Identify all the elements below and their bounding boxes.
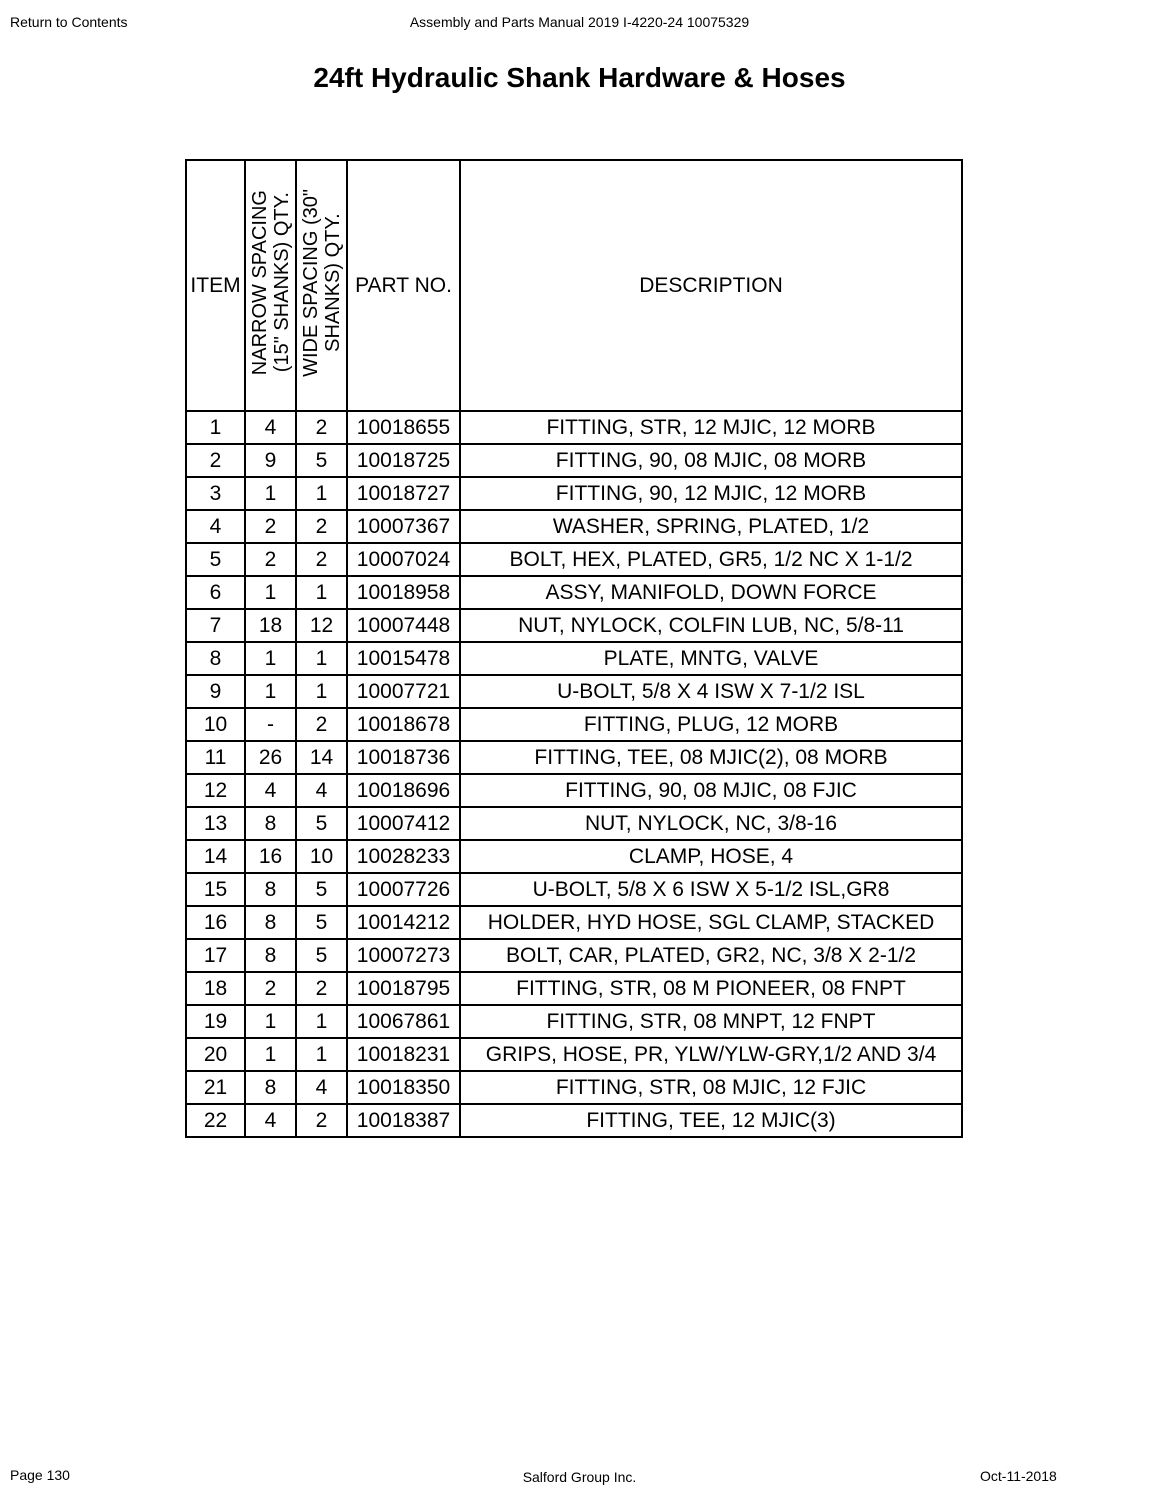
manual-title: Assembly and Parts Manual 2019 I-4220-24 10075329	[409, 14, 750, 30]
item-cell: 14	[186, 840, 245, 873]
item-cell: 18	[186, 972, 245, 1005]
wide-qty-cell: 1	[296, 1038, 347, 1071]
part-number-cell: 10018725	[347, 444, 460, 477]
narrow-qty-cell: 8	[245, 807, 296, 840]
item-cell: 10	[186, 708, 245, 741]
table-row	[186, 840, 962, 873]
item-cell: 11	[186, 741, 245, 774]
table-row	[186, 1005, 962, 1038]
table-row	[186, 510, 962, 543]
narrow-qty-cell: 1	[245, 477, 296, 510]
wide-qty-cell: 1	[296, 576, 347, 609]
description-cell: WASHER, SPRING, PLATED, 1/2	[460, 510, 962, 543]
part-number-cell: 10018795	[347, 972, 460, 1005]
wide-qty-cell: 1	[296, 1005, 347, 1038]
parts-table	[185, 159, 963, 1138]
description-cell: FITTING, TEE, 08 MJIC(2), 08 MORB	[460, 741, 962, 774]
description-cell: PLATE, MNTG, VALVE	[460, 642, 962, 675]
description-cell: HOLDER, HYD HOSE, SGL CLAMP, STACKED	[460, 906, 962, 939]
table-row	[186, 1038, 962, 1071]
part-number-cell: 10067861	[347, 1005, 460, 1038]
table-row	[186, 873, 962, 906]
narrow-qty-cell: -	[245, 708, 296, 741]
table-row	[186, 675, 962, 708]
wide-qty-cell: 2	[296, 510, 347, 543]
wide-qty-cell: 14	[296, 741, 347, 774]
narrow-qty-cell: 2	[245, 972, 296, 1005]
part-number-cell: 10028233	[347, 840, 460, 873]
table-row	[186, 807, 962, 840]
document-date: Oct-11-2018	[980, 1468, 1057, 1484]
table-row	[186, 939, 962, 972]
table-row	[186, 609, 962, 642]
wide-qty-cell: 2	[296, 708, 347, 741]
item-cell: 21	[186, 1071, 245, 1104]
part-number-cell: 10007273	[347, 939, 460, 972]
wide-qty-cell: 2	[296, 972, 347, 1005]
table-header-row	[186, 160, 962, 411]
table-row	[186, 1104, 962, 1137]
narrow-qty-cell: 8	[245, 939, 296, 972]
part-number-cell: 10018736	[347, 741, 460, 774]
narrow-qty-cell: 8	[245, 906, 296, 939]
part-number-cell: 10018655	[347, 411, 460, 444]
col-header-wide-qty	[296, 160, 347, 411]
item-cell: 5	[186, 543, 245, 576]
wide-qty-cell: 2	[296, 411, 347, 444]
table-row	[186, 477, 962, 510]
col-header-narrow-line1: NARROW SPACING	[248, 189, 271, 376]
item-cell: 8	[186, 642, 245, 675]
narrow-qty-cell: 18	[245, 609, 296, 642]
table-row	[186, 411, 962, 444]
description-cell: NUT, NYLOCK, COLFIN LUB, NC, 5/8-11	[460, 609, 962, 642]
wide-qty-cell: 5	[296, 939, 347, 972]
narrow-qty-cell: 4	[245, 774, 296, 807]
item-cell: 19	[186, 1005, 245, 1038]
wide-qty-cell: 4	[296, 1071, 347, 1104]
item-cell: 16	[186, 906, 245, 939]
description-cell: FITTING, 90, 12 MJIC, 12 MORB	[460, 477, 962, 510]
part-number-cell: 10018387	[347, 1104, 460, 1137]
item-cell: 7	[186, 609, 245, 642]
narrow-qty-cell: 2	[245, 510, 296, 543]
item-cell: 4	[186, 510, 245, 543]
description-cell: FITTING, STR, 12 MJIC, 12 MORB	[460, 411, 962, 444]
parts-table-body	[186, 411, 962, 1137]
narrow-qty-cell: 8	[245, 873, 296, 906]
part-number-cell: 10018678	[347, 708, 460, 741]
part-number-cell: 10018958	[347, 576, 460, 609]
part-number-cell: 10018727	[347, 477, 460, 510]
item-cell: 2	[186, 444, 245, 477]
part-number-cell: 10018350	[347, 1071, 460, 1104]
col-header-wide-line1: WIDE SPACING (30"	[299, 188, 322, 377]
item-cell: 17	[186, 939, 245, 972]
item-cell: 13	[186, 807, 245, 840]
narrow-qty-cell: 1	[245, 1005, 296, 1038]
description-cell: U-BOLT, 5/8 X 4 ISW X 7-1/2 ISL	[460, 675, 962, 708]
description-cell: BOLT, HEX, PLATED, GR5, 1/2 NC X 1-1/2	[460, 543, 962, 576]
narrow-qty-cell: 1	[245, 1038, 296, 1071]
part-number-cell: 10007448	[347, 609, 460, 642]
part-number-cell: 10018231	[347, 1038, 460, 1071]
table-row	[186, 708, 962, 741]
wide-qty-cell: 1	[296, 675, 347, 708]
item-cell: 12	[186, 774, 245, 807]
table-row	[186, 972, 962, 1005]
description-cell: BOLT, CAR, PLATED, GR2, NC, 3/8 X 2-1/2	[460, 939, 962, 972]
item-cell: 3	[186, 477, 245, 510]
col-header-item: ITEM	[186, 160, 245, 411]
narrow-qty-cell: 1	[245, 576, 296, 609]
narrow-qty-cell: 16	[245, 840, 296, 873]
description-cell: NUT, NYLOCK, NC, 3/8-16	[460, 807, 962, 840]
table-row	[186, 444, 962, 477]
item-cell: 9	[186, 675, 245, 708]
part-number-cell: 10007726	[347, 873, 460, 906]
item-cell: 20	[186, 1038, 245, 1071]
col-header-narrow-line2: (15" SHANKS) QTY.	[270, 192, 293, 373]
part-number-cell: 10015478	[347, 642, 460, 675]
description-cell: CLAMP, HOSE, 4	[460, 840, 962, 873]
wide-qty-cell: 4	[296, 774, 347, 807]
col-header-narrow-qty	[245, 160, 296, 411]
wide-qty-cell: 1	[296, 642, 347, 675]
description-cell: GRIPS, HOSE, PR, YLW/YLW-GRY,1/2 AND 3/4	[460, 1038, 962, 1071]
table-row	[186, 543, 962, 576]
description-cell: FITTING, STR, 08 MNPT, 12 FNPT	[460, 1005, 962, 1038]
narrow-qty-cell: 1	[245, 675, 296, 708]
narrow-qty-cell: 8	[245, 1071, 296, 1104]
table-row	[186, 741, 962, 774]
table-row	[186, 906, 962, 939]
item-cell: 1	[186, 411, 245, 444]
narrow-qty-cell: 26	[245, 741, 296, 774]
wide-qty-cell: 2	[296, 543, 347, 576]
table-row	[186, 1071, 962, 1104]
narrow-qty-cell: 2	[245, 543, 296, 576]
col-header-part-no: PART NO.	[347, 160, 460, 411]
col-header-description: DESCRIPTION	[460, 160, 962, 411]
wide-qty-cell: 5	[296, 444, 347, 477]
item-cell: 6	[186, 576, 245, 609]
wide-qty-cell: 12	[296, 609, 347, 642]
description-cell: U-BOLT, 5/8 X 6 ISW X 5-1/2 ISL,GR8	[460, 873, 962, 906]
wide-qty-cell: 10	[296, 840, 347, 873]
page-title: 24ft Hydraulic Shank Hardware & Hoses	[313, 62, 846, 93]
item-cell: 15	[186, 873, 245, 906]
part-number-cell: 10018696	[347, 774, 460, 807]
description-cell: FITTING, STR, 08 M PIONEER, 08 FNPT	[460, 972, 962, 1005]
table-row	[186, 774, 962, 807]
description-cell: FITTING, 90, 08 MJIC, 08 FJIC	[460, 774, 962, 807]
wide-qty-cell: 2	[296, 1104, 347, 1137]
part-number-cell: 10007412	[347, 807, 460, 840]
wide-qty-cell: 1	[296, 477, 347, 510]
page-number: Page 130	[10, 1467, 70, 1483]
description-cell: FITTING, TEE, 12 MJIC(3)	[460, 1104, 962, 1137]
part-number-cell: 10007024	[347, 543, 460, 576]
part-number-cell: 10007367	[347, 510, 460, 543]
company-name: Salford Group Inc.	[522, 1469, 637, 1485]
col-header-wide-line2: SHANKS) QTY.	[321, 213, 344, 352]
description-cell: FITTING, 90, 08 MJIC, 08 MORB	[460, 444, 962, 477]
narrow-qty-cell: 4	[245, 1104, 296, 1137]
description-cell: ASSY, MANIFOLD, DOWN FORCE	[460, 576, 962, 609]
wide-qty-cell: 5	[296, 906, 347, 939]
narrow-qty-cell: 9	[245, 444, 296, 477]
table-row	[186, 642, 962, 675]
narrow-qty-cell: 1	[245, 642, 296, 675]
narrow-qty-cell: 4	[245, 411, 296, 444]
part-number-cell: 10007721	[347, 675, 460, 708]
description-cell: FITTING, PLUG, 12 MORB	[460, 708, 962, 741]
wide-qty-cell: 5	[296, 807, 347, 840]
part-number-cell: 10014212	[347, 906, 460, 939]
description-cell: FITTING, STR, 08 MJIC, 12 FJIC	[460, 1071, 962, 1104]
item-cell: 22	[186, 1104, 245, 1137]
wide-qty-cell: 5	[296, 873, 347, 906]
return-to-contents-link[interactable]: Return to Contents	[10, 14, 128, 30]
table-row	[186, 576, 962, 609]
